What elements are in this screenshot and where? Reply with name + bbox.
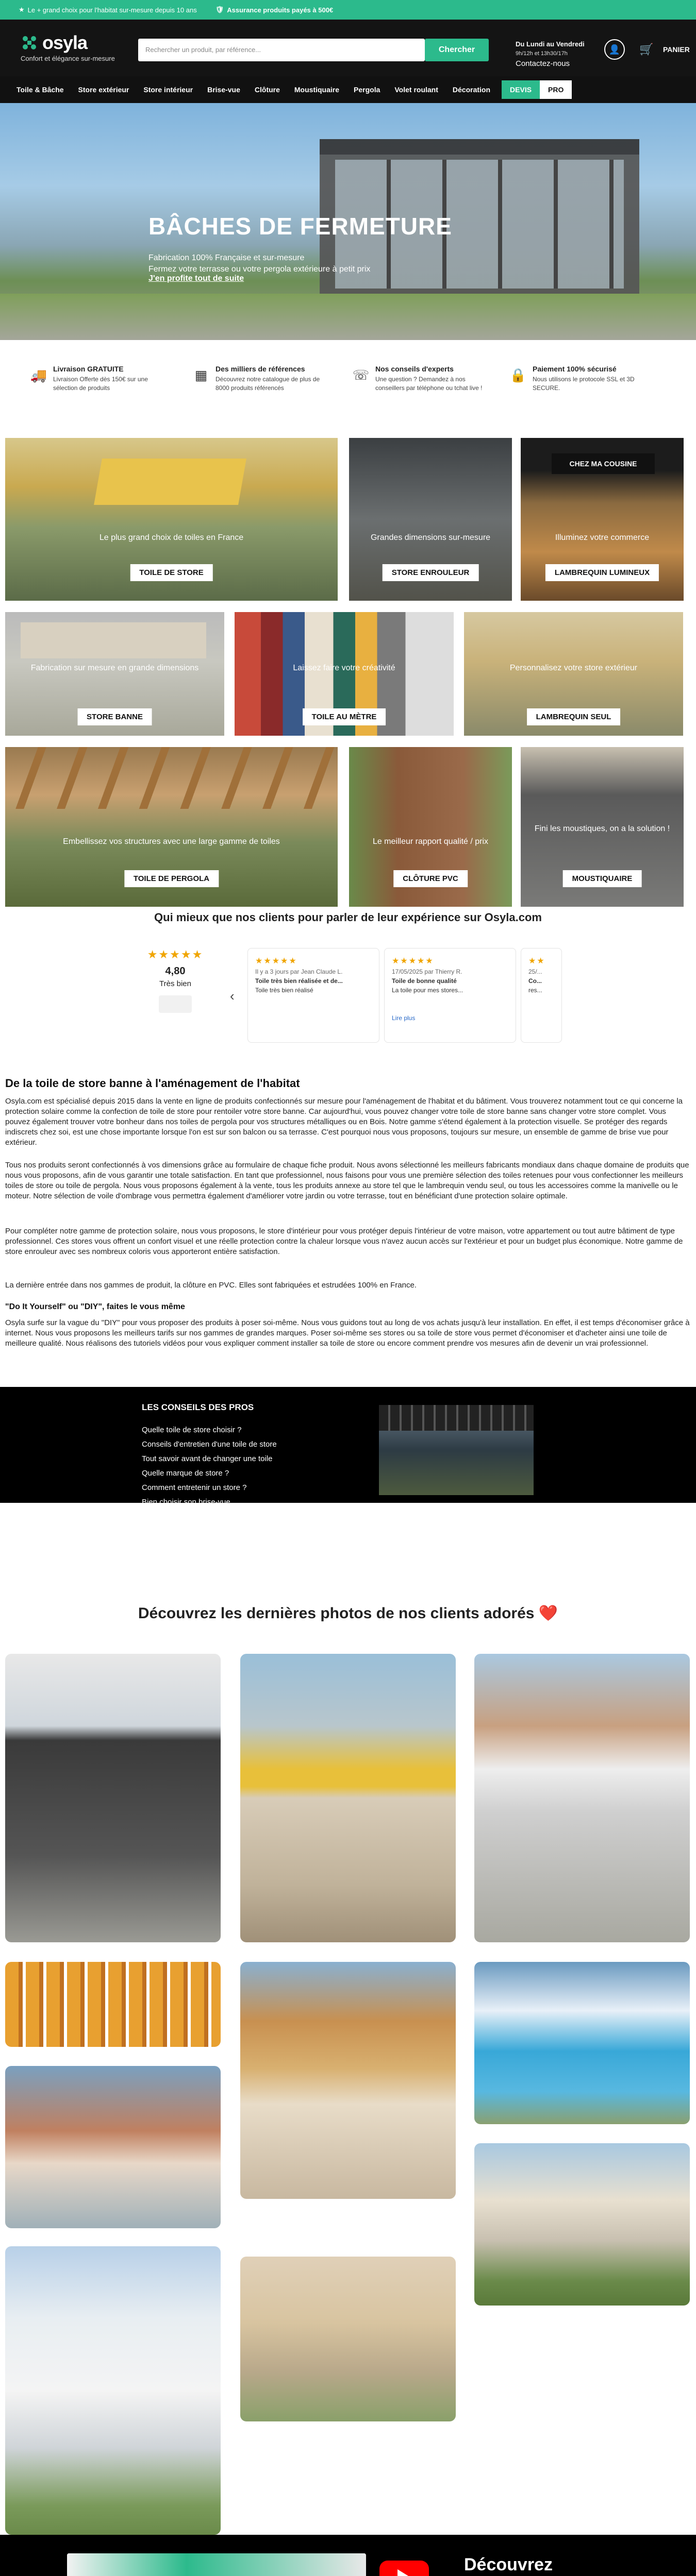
category-tile-lambrequin-lumineux[interactable] [521, 438, 684, 601]
review-body: Toile très bien réalisé [255, 987, 313, 994]
category-tile-toile-de-pergola[interactable] [5, 747, 338, 907]
catalog-icon: ▦ [194, 367, 208, 383]
article-paragraph: Osyla.com est spécialisé depuis 2015 dans la vente en ligne de produits confectionnés sur mesure pour l'aménagement de l'habitat et du bâtiment. Vous trouverez notamment tout ce qui concerne la protection solaire comme la confection de toile de store pour rentoiler votre store banne. Car aujourd'hui, vous pouvez changer votre toile de store banne sans changer votre store complet. Vous pouvez également trouver votre bonheur dans nos toiles de pergola pour vos structures métalliques ou en Bois. Notre gamme s'étend également à la protection visuelle. Se protéger des regards indiscrets chez soi, est une chose importante lorsque l'on est sur son balcon ou sa terrasse. C'est pourquoi nous vous proposons, toujours sur mesure, un ensemble de gamme de brise vue pour extérieur. [5, 1097, 683, 1147]
tile-caption: Fini les moustiques, on a la solution ! [534, 824, 670, 833]
nav-item[interactable]: Volet roulant [394, 86, 438, 94]
client-photo[interactable] [474, 1962, 690, 2124]
tile-caption: Grandes dimensions sur-mesure [370, 533, 491, 542]
category-tile-lambrequin-seul[interactable] [464, 612, 683, 736]
client-photo[interactable] [474, 2143, 690, 2306]
features-strip: 🚚 Livraison GRATUITE Livraison Offerte dès 150€ sur une sélection de produits ▦ Des milliers de références Découvrez notre catalogue de plus de 8000 produits référencés ☏ Nos conseils d'experts Une question ? Demandez à nos conseillers par téléphone ou tchat live ! 🔒 Paiement 100% sécurisé Nous utilisons le protocole SSL et 3D SECURE. [0, 361, 696, 417]
review-stars-icon: ★★★★★ [392, 957, 434, 965]
phone-icon: ☏ [352, 367, 370, 383]
review-body: res... [528, 987, 542, 994]
article-paragraph: Tous nos produits seront confectionnés à vos dimensions grâce au formulaire de chaque fiche produit. Nous avons sélectionné les meilleurs fabricants mondiaux dans chaque domaine de produits que nous vous proposons, afin de vous garantir une totale satisfaction. En tant que professionnel, nous faisons pour vous une première sélection des toiles retenues pour vous confectionner les meilleurs toiles de store ou toile de pergola. Nous vous proposons également à la vente, tous les produits annexe au store tel que le lambrequin vendu seul, ou tous les accessoires comme la manivelle ou le moteur. Notre sélection de voile d'ombrage vous permettra également d'améliorer votre jardin ou votre terrasse, tout en bénéficiant d'une protection solaire optimale. [5, 1161, 689, 1200]
logo-text: osyla [42, 32, 88, 53]
nav-item[interactable]: Décoration [452, 86, 491, 94]
lock-icon: 🔒 [509, 367, 527, 383]
search-button[interactable]: Chercher [425, 39, 489, 61]
truck-icon: 🚚 [30, 367, 47, 383]
tile-caption: Illuminez votre commerce [555, 533, 650, 542]
tip-link[interactable]: Comment entretenir un store ? [142, 1483, 247, 1492]
review-title: Toile très bien réalisée et de... [255, 977, 343, 985]
category-tile-store-banne[interactable] [5, 612, 224, 736]
tip-link[interactable]: Quelle marque de store ? [142, 1469, 229, 1478]
article-paragraph: Osyla surfe sur la vague du "DIY" pour vous proposer des produits à poser soi-même. Nous vous guidons tout au long de vos achats jusqu'à leur installation. En effet, il est temps d'économiser grâce à internet. Nous vous proposons les meilleurs tarifs sur nos gammes de grandes marques. Poser soi-même ses stores ou sa toile de store vous permet d'économiser et d'acheter ainsi une toile de meilleure qualité. Nous réalisons des tutoriels vidéos pour vous expliquer comment installer sa toile de store ou encore comment prendre vos mesures afin de devenir un vrai professionnel. [5, 1318, 690, 1348]
nav-item[interactable]: Moustiquaire [294, 86, 340, 94]
tip-link[interactable]: Conseils d'entretien d'une toile de store [142, 1440, 277, 1449]
youtube-play-icon[interactable] [379, 2561, 429, 2576]
category-tile-moustiquaire[interactable] [521, 747, 684, 907]
nav-item[interactable]: Store intérieur [143, 86, 193, 94]
announcement-item: 🛡 Assurance produits payés à 500€ [215, 6, 334, 14]
rating-stars-icon: ★★★★★ [147, 948, 204, 961]
tips-image-pergola [379, 1405, 534, 1431]
article-paragraph: La dernière entrée dans nos gammes de produit, la clôture en PVC. Elles sont fabriquées et estrudées 100% en France. [5, 1281, 417, 1290]
tile-caption: Fabrication sur mesure en grande dimensions [30, 664, 199, 672]
client-photo[interactable] [240, 1962, 456, 2199]
tile-label: MOUSTIQUAIRE [563, 870, 642, 887]
heart-icon: ❤️ [538, 1605, 558, 1622]
review-title: Co... [528, 977, 542, 985]
hours-times: 9h/12h et 13h30/17h [516, 50, 568, 57]
category-tile-toile-de-store[interactable] [5, 438, 338, 601]
tip-link[interactable]: Tout savoir avant de changer une toile [142, 1454, 273, 1463]
hero-subtitle: Fabrication 100% Française et sur-mesure Fermez votre terrasse ou votre pergola extérieure à petit prix [148, 253, 371, 274]
review-title: Toile de bonne qualité [392, 977, 457, 985]
client-photo[interactable] [5, 2246, 221, 2535]
site-header [0, 20, 696, 76]
tile-pergola-beams [5, 747, 338, 809]
review-meta: 25/... [528, 968, 542, 975]
tip-link[interactable]: Quelle hauteur pour sa clôture ? [142, 1541, 253, 1550]
tip-link[interactable]: Bien choisir son brise-vue [142, 1498, 230, 1506]
hero-title: BÂCHES DE FERMETURE [148, 213, 452, 240]
rating-score: 4,80 [165, 965, 186, 977]
announcement-item: ★ Le + grand choix pour l'habitat sur-mesure depuis 10 ans [19, 6, 197, 14]
client-photo[interactable] [5, 1962, 221, 2047]
client-photo[interactable] [240, 2257, 456, 2421]
client-photo[interactable] [5, 2066, 221, 2228]
tile-label: LAMBREQUIN LUMINEUX [545, 564, 659, 581]
tile-label: CLÔTURE PVC [393, 870, 468, 887]
yt-banner [67, 2553, 366, 2576]
client-photos-heading: Découvrez les dernières photos de nos clients adorés ❤️ [138, 1605, 558, 1622]
category-tile-toile-au-metre[interactable] [235, 612, 454, 736]
review-stars-icon: ★★ [528, 957, 545, 965]
client-photo[interactable] [474, 1654, 690, 1942]
contact-link[interactable]: Contactez-nous [516, 59, 570, 68]
opening-hours [516, 39, 585, 69]
top-announcement-bar [0, 0, 696, 20]
review-body: La toile pour mes stores... [392, 987, 463, 994]
shield-icon: 🛡 [215, 6, 224, 13]
youtube-channel-preview[interactable] [67, 2553, 366, 2576]
rating-label: Très bien [159, 979, 191, 988]
client-photo[interactable] [5, 1654, 221, 1942]
nav-devis-button[interactable]: DEVIS [502, 80, 540, 99]
logo-tagline: Confort et élégance sur-mesure [21, 55, 115, 62]
tip-link[interactable]: Quelle toile de store choisir ? [142, 1426, 242, 1434]
tile-shop-sign: CHEZ MA COUSINE [552, 453, 655, 474]
tile-label: LAMBREQUIN SEUL [527, 708, 621, 725]
tile-caption: Le plus grand choix de toiles en France [99, 533, 244, 542]
pro-tips-section [0, 1387, 696, 1550]
youtube-section [0, 2535, 696, 2576]
review-meta: Il y a 3 jours par Jean Claude L. [255, 968, 343, 975]
tile-label: STORE BANNE [77, 708, 152, 725]
main-navigation [0, 76, 696, 103]
nav-pro-button[interactable]: PRO [540, 80, 572, 99]
nav-item[interactable]: Pergola [354, 86, 380, 94]
review-meta: 17/05/2025 par Thierry R. [392, 968, 462, 975]
review-card[interactable] [247, 948, 379, 1043]
search-input[interactable]: Rechercher un produit, par référence... [138, 39, 425, 61]
reviews-provider-logo [159, 995, 192, 1013]
tile-caption: Laissez faire votre créativité [293, 664, 395, 672]
reviews-heading: Qui mieux que nos clients pour parler de leur expérience sur Osyla.com [154, 911, 542, 924]
hours-days: Du Lundi au Vendredi [516, 40, 585, 48]
youtube-promo-text: Découvrez [464, 2555, 553, 2574]
nav-item[interactable]: Clôture [254, 86, 280, 94]
logo-icon [21, 34, 38, 52]
reviews-prev-arrow-icon[interactable]: ‹ [230, 988, 235, 1004]
review-card[interactable] [384, 948, 516, 1043]
account-icon[interactable]: 👤 [604, 39, 625, 60]
star-icon: ★ [19, 6, 25, 13]
tile-caption: Personnalisez votre store extérieur [509, 664, 638, 672]
tile-label: STORE ENROULEUR [383, 564, 479, 581]
tile-image-awning [21, 622, 206, 658]
tips-list [142, 1423, 277, 1553]
review-card[interactable] [521, 948, 562, 1043]
category-tile-cloture-pvc[interactable] [349, 747, 512, 907]
tips-heading: LES CONSEILS DES PROS [142, 1402, 254, 1412]
tile-label: TOILE AU MÈTRE [303, 708, 386, 725]
review-stars-icon: ★★★★★ [255, 957, 297, 965]
article-paragraph: Pour compléter notre gamme de protection solaire, nous vous proposons, le store d'intérieur pour vous protéger depuis l'intérieur de votre maison, votre appartement ou tout autre bâtiment de type professionnel. Ces stores vous offrent un confort visuel et une réelle protection contre la chaleur lorsque vous n'avez aucun accès sur l'extérieur et pour un budget plus économique. Notre gamme de store enrouleur avec ses nombreux coloris vous apporteront entière satisfaction. [5, 1227, 683, 1256]
tile-caption: Le meilleur rapport qualité / prix [372, 837, 489, 846]
article-subheading: "Do It Yourself" ou "DIY", faites le vous même [5, 1302, 185, 1311]
client-photo[interactable] [240, 1654, 456, 1942]
nav-item[interactable]: Store extérieur [78, 86, 129, 94]
hero-lawn [0, 294, 696, 340]
review-read-more-link[interactable]: Lire plus [392, 1014, 416, 1022]
tile-caption: Embellissez vos structures avec une large gamme de toiles [63, 837, 280, 846]
tile-label: TOILE DE PERGOLA [124, 870, 219, 887]
site-logo[interactable] [21, 32, 87, 54]
tip-link[interactable]: Comment nettoyer son brise-vue ? [142, 1512, 261, 1521]
tile-label: TOILE DE STORE [130, 564, 212, 581]
article-heading: De la toile de store banne à l'aménagement de l'habitat [5, 1077, 300, 1090]
tip-link[interactable]: Bien choisir sa clôture de jardin [142, 1527, 250, 1535]
nav-item[interactable]: Brise-vue [207, 86, 240, 94]
hero-cta-link[interactable]: J'en profite tout de suite [148, 274, 244, 283]
category-tile-store-enrouleur[interactable] [349, 438, 512, 601]
cart-icon[interactable]: 🛒 [639, 43, 654, 56]
cart-label[interactable]: PANIER [663, 45, 690, 54]
reviews-summary [132, 948, 219, 1041]
tips-image [379, 1405, 534, 1495]
nav-item[interactable]: Toile & Bâche [16, 86, 64, 94]
tile-image-awning [94, 459, 246, 505]
